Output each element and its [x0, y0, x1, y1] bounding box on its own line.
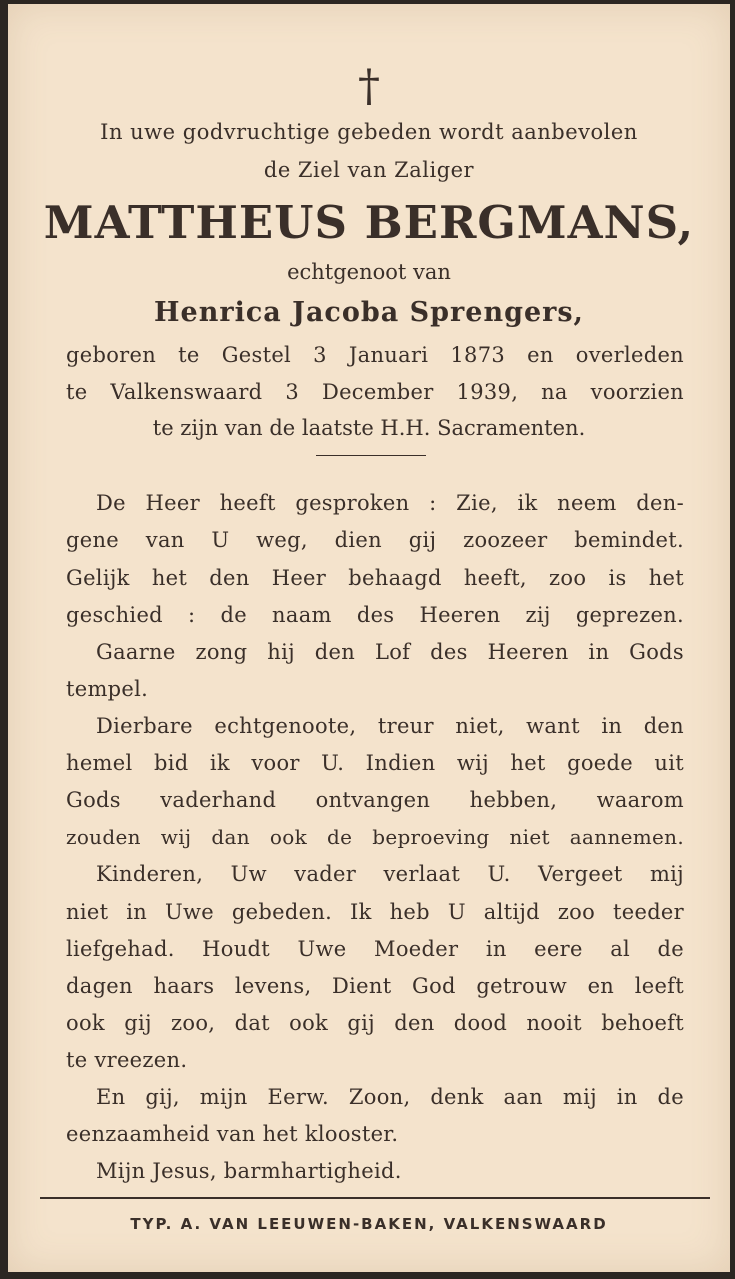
memorial-card — [8, 4, 730, 1272]
bio-line: te zijn van de laatste H.H. Sacramenten. — [152, 416, 586, 440]
body-line: hemel bid ik voor U. Indien wij het goede uit — [66, 751, 684, 775]
body-line: te vreezen. — [66, 1048, 188, 1072]
bio-line: te Valkenswaard 3 December 1939, na voorzien — [66, 380, 684, 404]
body-line: Kinderen, Uw vader verlaat U. Vergeet mij — [96, 862, 684, 886]
body-line: Mijn Jesus, barmhartigheid. — [96, 1159, 402, 1183]
body-line: Gaarne zong hij den Lof des Heeren in Gods — [96, 640, 684, 664]
bio-line: geboren te Gestel 3 Januari 1873 en overleden — [66, 343, 684, 367]
body-line: Dierbare echtgenoote, treur niet, want in den — [96, 714, 684, 738]
body-line: En gij, mijn Eerw. Zoon, denk aan mij in de — [96, 1085, 684, 1109]
intro-line-2: de Ziel van Zaliger — [263, 158, 475, 182]
body-line: Gelijk het den Heer behaagd heeft, zoo is het — [66, 566, 684, 590]
divider — [316, 455, 426, 456]
body-line: dagen haars levens, Dient God getrouw en leeft — [66, 974, 684, 998]
body-line: geschied : de naam des Heeren zij geprezen. — [66, 603, 684, 627]
body-line: tempel. — [66, 677, 149, 701]
body-line: gene van U weg, dien gij zoozeer bemindet. — [66, 528, 684, 552]
intro-line-1: In uwe godvruchtige gebeden wordt aanbevolen — [100, 120, 638, 144]
printer-imprint: TYP. A. VAN LEEUWEN-BAKEN, VALKENSWAARD — [130, 1215, 608, 1233]
cross-icon: † — [358, 61, 380, 112]
spouse-name: Henrica Jacoba Sprengers, — [154, 297, 584, 328]
body-line: zouden wij dan ook de beproeving niet aannemen. — [66, 825, 684, 849]
body-line: De Heer heeft gesproken : Zie, ik neem den- — [96, 491, 684, 515]
body-line: niet in Uwe gebeden. Ik heb U altijd zoo teeder — [66, 900, 684, 924]
body-line: ook gij zoo, dat ook gij den dood nooit behoeft — [66, 1011, 684, 1035]
body-line: liefgehad. Houdt Uwe Moeder in eere al de — [66, 937, 684, 961]
body-line: eenzaamheid van het klooster. — [66, 1122, 399, 1146]
deceased-name: MATTHEUS BERGMANS, — [43, 196, 695, 249]
footer-rule — [40, 1197, 710, 1199]
spouse-intro: echtgenoot van — [287, 260, 451, 284]
body-line: Gods vaderhand ontvangen hebben, waarom — [66, 788, 684, 812]
